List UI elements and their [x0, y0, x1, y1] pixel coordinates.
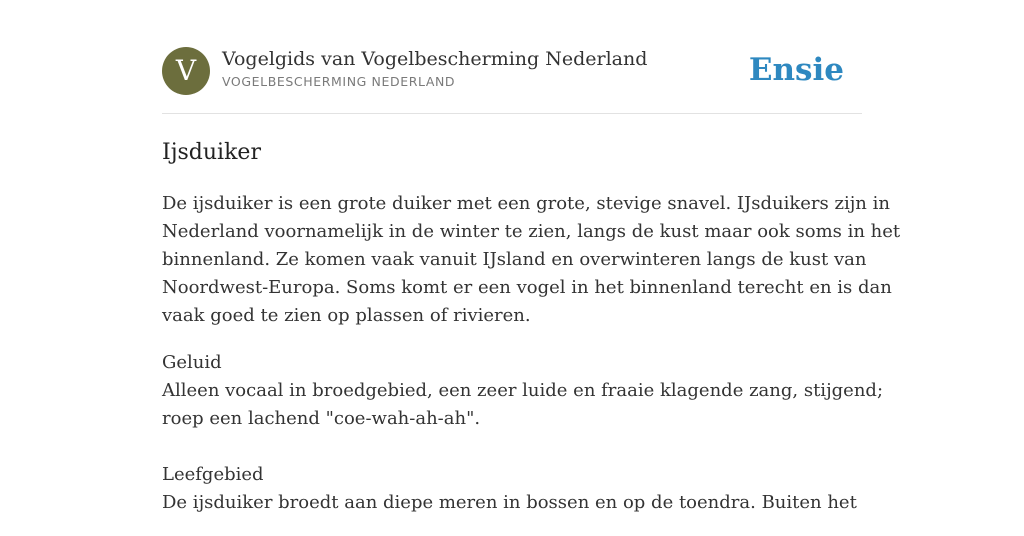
intro-line: Noordwest-Europa. Soms komt er een vogel in het binnenland terecht en is dan [162, 277, 892, 298]
intro-paragraph [162, 190, 901, 330]
source-avatar[interactable]: V [162, 47, 210, 95]
intro-line: binnenland. Ze komen vaak vanuit IJsland en overwinteren langs de kust van [162, 249, 867, 270]
paragraph-spacer [162, 433, 862, 461]
habitat-line: De ijsduiker broedt aan diepe meren in bossen en op de toendra. Buiten het [162, 492, 857, 513]
intro-line: De ijsduiker is een grote duiker met een grote, stevige snavel. IJsduikers zijn in [162, 193, 890, 214]
source-header [162, 47, 862, 97]
sound-line: Alleen vocaal in broedgebied, een zeer luide en fraaie klagende zang, stijgend; [162, 380, 884, 401]
header-divider [162, 113, 862, 114]
intro-line: Nederland voornamelijk in de winter te zien, langs de kust maar ook soms in het [162, 221, 901, 242]
sound-line: roep een lachend "coe-wah-ah-ah". [162, 408, 481, 429]
habitat-heading: Leefgebied [162, 464, 264, 485]
sound-heading: Geluid [162, 352, 222, 373]
article-title: Ijsduiker [162, 140, 261, 165]
sound-paragraph [162, 349, 884, 517]
intro-line: vaak goed te zien op plassen of rivieren. [162, 305, 531, 326]
ensie-logo[interactable]: Ensie [748, 52, 844, 88]
source-publisher[interactable]: VOGELBESCHERMING NEDERLAND [222, 74, 456, 89]
source-title-link[interactable]: Vogelgids van Vogelbescherming Nederland [222, 48, 648, 70]
article-body [162, 190, 901, 536]
